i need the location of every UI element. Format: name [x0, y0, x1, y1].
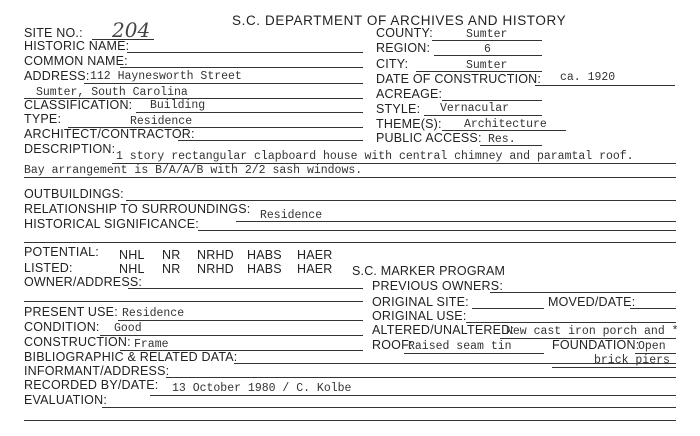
previous-owners-line — [490, 292, 676, 293]
recorded-by-line — [150, 395, 676, 396]
style-line — [424, 115, 542, 116]
foundation-value-line1: Open — [638, 340, 666, 353]
relationship-value: Residence — [260, 209, 323, 222]
architect-label: ARCHITECT/CONTRACTOR: — [24, 127, 195, 141]
classification-label: CLASSIFICATION: — [24, 98, 133, 112]
historic-name-line — [127, 52, 363, 53]
foundation-label: FOUNDATION: — [552, 338, 640, 352]
description-value-line2: Bay arrangement is B/A/A/B with 2/2 sash windows. — [24, 164, 363, 177]
construction-label: CONSTRUCTION: — [24, 335, 131, 349]
condition-label: CONDITION: — [24, 320, 100, 334]
region-line — [434, 55, 542, 56]
recorded-by-label: RECORDED BY/DATE: — [24, 378, 159, 392]
relationship-label: RELATIONSHIP TO SURROUNDINGS: — [24, 202, 251, 216]
acreage-line — [442, 100, 542, 101]
region-value: 6 — [484, 43, 491, 56]
outbuildings-line — [126, 200, 676, 201]
bibliographic-label: BIBLIOGRAPHIC & RELATED DATA: — [24, 350, 238, 364]
potential-haer: HAER — [297, 248, 333, 262]
owner-address-line2 — [24, 301, 363, 302]
page-title: S.C. DEPARTMENT OF ARCHIVES AND HISTORY — [232, 13, 567, 28]
moved-date-label: MOVED/DATE: — [548, 295, 636, 309]
description-value-line1: 1 story rectangular clapboard house with central chimney and paramtal roof. — [116, 150, 634, 163]
date-of-construction-label: DATE OF CONSTRUCTION: — [376, 72, 542, 86]
common-name-label: COMMON NAME: — [24, 54, 128, 68]
informant-line — [166, 377, 676, 378]
original-site-line — [472, 308, 544, 309]
description-label: DESCRIPTION: — [24, 142, 116, 156]
evaluation-line2 — [24, 420, 676, 421]
date-of-construction-value: ca. 1920 — [560, 71, 616, 84]
type-value: Residence — [130, 115, 193, 128]
architect-line — [178, 140, 363, 141]
potential-label: POTENTIAL: — [24, 245, 99, 259]
themes-value: Architecture — [464, 118, 547, 131]
style-value: Vernacular — [440, 102, 510, 115]
evaluation-label: EVALUATION: — [24, 393, 108, 407]
condition-line — [100, 335, 363, 336]
present-use-value: Residence — [122, 307, 185, 320]
altered-value: New cast iron porch and * — [506, 325, 679, 338]
marker-program-label: S.C. MARKER PROGRAM — [352, 264, 506, 278]
evaluation-line1 — [102, 407, 676, 408]
region-label: REGION: — [376, 41, 431, 55]
original-use-label: ORIGINAL USE: — [372, 309, 467, 323]
historical-significance-label: HISTORICAL SIGNIFICANCE: — [24, 217, 199, 231]
listed-nr: NR — [162, 262, 181, 276]
listed-nhl: NHL — [119, 262, 145, 276]
potential-habs: HABS — [247, 248, 282, 262]
bibliographic-line — [234, 363, 676, 364]
site-no-value: 204 — [112, 18, 151, 42]
common-name-line — [120, 67, 363, 68]
historic-name-label: HISTORIC NAME: — [24, 39, 130, 53]
separator-line — [24, 242, 676, 243]
present-use-line — [118, 320, 363, 321]
foundation-value-line2: brick piers — [594, 354, 670, 367]
original-site-label: ORIGINAL SITE: — [372, 295, 469, 309]
historical-significance-line — [198, 230, 676, 231]
roof-value: Raised seam tin — [408, 340, 512, 353]
previous-owners-label: PREVIOUS OWNERS: — [372, 279, 503, 293]
description-line2 — [24, 177, 676, 178]
county-label: COUNTY: — [376, 26, 433, 40]
city-value: Sumter — [466, 59, 508, 72]
altered-label: ALTERED/UNALTERED: — [372, 323, 515, 337]
listed-habs: HABS — [247, 262, 282, 276]
owner-address-line1 — [128, 288, 363, 289]
address-label: ADDRESS: — [24, 69, 90, 83]
outbuildings-label: OUTBUILDINGS: — [24, 187, 124, 201]
potential-nhl: NHL — [119, 248, 145, 262]
present-use-label: PRESENT USE: — [24, 305, 118, 319]
public-access-value: Res. — [488, 133, 516, 146]
informant-label: INFORMANT/ADDRESS: — [24, 364, 170, 378]
city-label: CITY: — [376, 57, 409, 71]
address-value-line2: Sumter, South Carolina — [36, 86, 188, 99]
date-of-construction-line — [535, 85, 675, 86]
address-value-line1: 112 Haynesworth Street — [90, 70, 242, 83]
themes-label: THEME(S): — [376, 117, 442, 131]
foundation-line2 — [552, 367, 676, 368]
construction-value: Frame — [134, 338, 169, 351]
county-value: Sumter — [466, 28, 508, 41]
classification-line — [136, 112, 363, 113]
acreage-label: ACREAGE: — [376, 87, 443, 101]
potential-nrhd: NRHD — [197, 248, 234, 262]
listed-haer: HAER — [297, 262, 333, 276]
public-access-line — [480, 145, 542, 146]
type-label: TYPE: — [24, 112, 62, 126]
county-line — [432, 40, 542, 41]
style-label: STYLE: — [376, 102, 421, 116]
address-line1 — [84, 83, 363, 84]
potential-nr: NR — [162, 248, 181, 262]
roof-line — [404, 353, 544, 354]
classification-value: Building — [150, 99, 206, 112]
roof-label: ROOF: — [372, 338, 413, 352]
site-no-label: SITE NO.: — [24, 26, 83, 40]
condition-value: Good — [114, 322, 142, 335]
recorded-by-value: 13 October 1980 / C. Kolbe — [172, 382, 352, 395]
public-access-label: PUBLIC ACCESS: — [376, 131, 482, 145]
relationship-line — [236, 221, 676, 222]
owner-address-label: OWNER/ADDRESS: — [24, 275, 143, 289]
moved-date-line — [630, 308, 676, 309]
listed-label: LISTED: — [24, 261, 73, 275]
listed-nrhd: NRHD — [197, 262, 234, 276]
